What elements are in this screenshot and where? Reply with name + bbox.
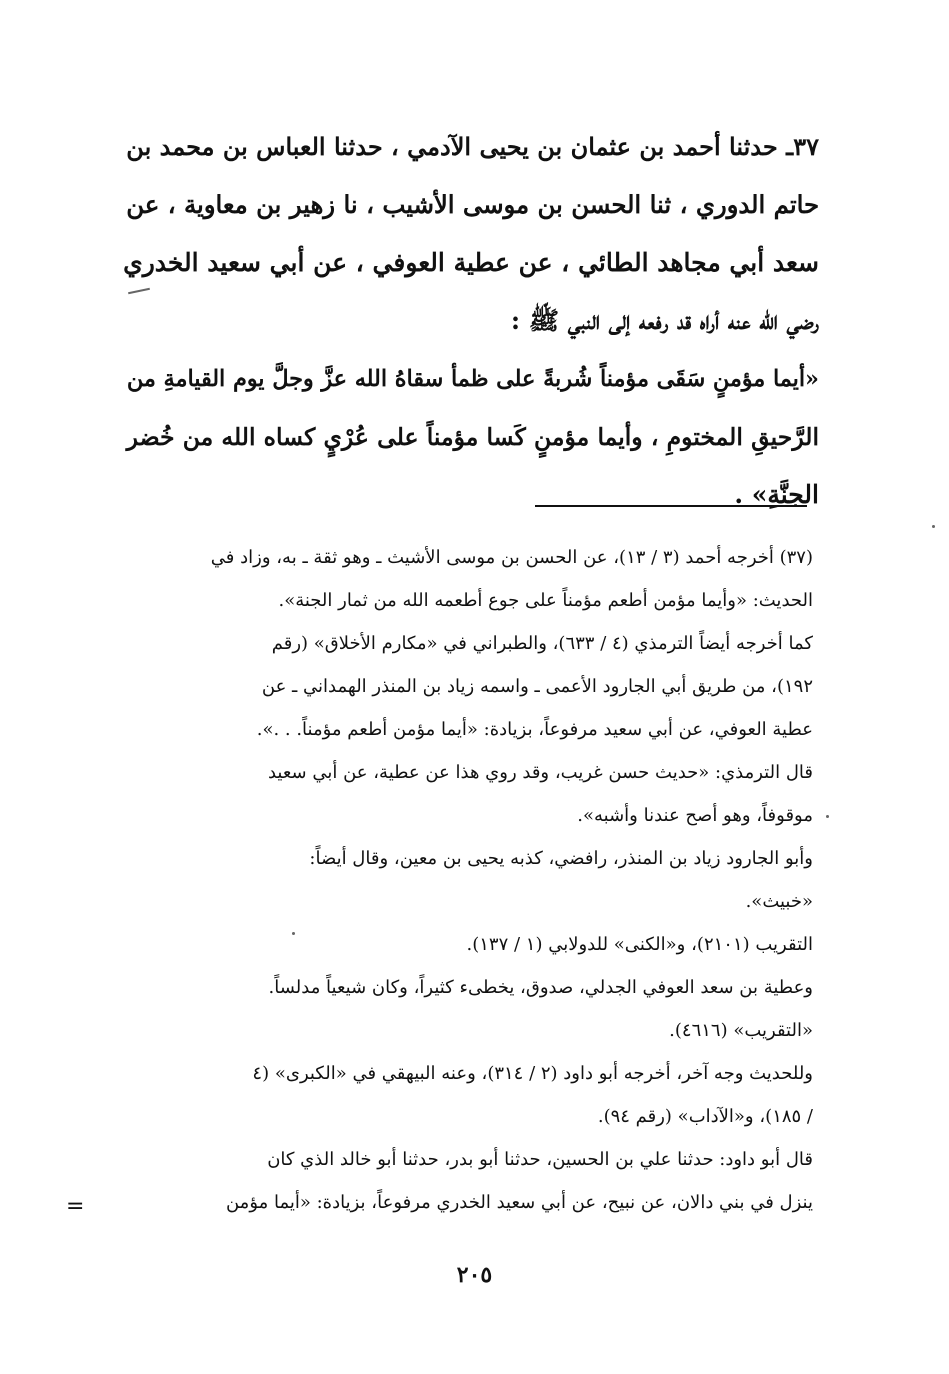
footnote-line-9: «خبيث». [745, 891, 813, 912]
footnote-line-4: ١٩٢)، من طريق أبي الجارود الأعمى ـ واسمه زياد بن المنذر الهمداني ـ عن [261, 676, 813, 697]
hadith-text-block [119, 118, 819, 524]
footnotes-block [133, 536, 813, 1224]
footnote-line-3: كما أخرجه أيضاً الترمذي (٤ / ٦٣٣)، والطبراني في «مكارم الأخلاق» (رقم [271, 633, 813, 654]
scan-speck [826, 815, 829, 818]
hadith-line-6: الرَّحيقِ المختومِ ، وأيما مؤمنٍ كَسا مؤمناً على عُرْيٍ كساه الله من خُضر [126, 423, 819, 451]
footnote-line-10: التقريب (٢١٠١)، و«الكنى» للدولابي (١ / ١٣٧). [466, 934, 813, 955]
footnote-line-14: / ١٨٥)، و«الآداب» (رقم ٩٤). [597, 1106, 813, 1127]
footnote-line-8: وأبو الجارود زياد بن المنذر، رافضي، كذبه يحيى بن معين، وقال أيضاً: [309, 848, 813, 869]
footnote-line-15: قال أبو داود: حدثنا علي بن الحسين، حدثنا أبو بدر، حدثنا أبو خالد الذي كان [267, 1149, 813, 1170]
footnote-line-6: قال الترمذي: «حديث حسن غريب، وقد روي هذا عن عطية، عن أبي سعيد [267, 762, 813, 783]
page-number: ٢٠٥ [456, 1262, 493, 1288]
footnote-separator [535, 505, 807, 507]
hadith-line-1-text: حدثنا أحمد بن عثمان بن يحيى الآدمي ، حدثنا العباس بن محمد بن [126, 132, 778, 161]
footnote-line-16: ينزل في بني دالان، عن نبيح، عن أبي سعيد الخدري مرفوعاً، بزيادة: «أيما مؤمن [225, 1192, 813, 1213]
scan-speck [292, 932, 295, 935]
hadith-number: ٣٧ـ [786, 132, 819, 161]
footnote-line-1: (٣٧) أخرجه أحمد (٣ / ١٣)، عن الحسن بن موسى الأشيث ـ وهو ثقة ـ به، وزاد في [210, 547, 813, 568]
hadith-line-4: رضي الله عنه أراه قد رفعه إلى النبي ﷺ : [510, 306, 819, 335]
hadith-line-5: «أيما مؤمنٍ سَقَى مؤمناً شُربةً على ظمأ سقاهُ الله عزَّ وجلَّ يوم القيامةِ من [126, 366, 819, 392]
scan-speck [932, 525, 935, 528]
footnote-line-7: موقوفاً، وهو أصح عندنا وأشبه». [577, 805, 813, 826]
hadith-line-7: الجنَّةِ» . [734, 480, 819, 509]
footnote-line-2: الحديث: «وأيما مؤمن أطعم مؤمناً على جوع أطعمه الله من ثمار الجنة». [278, 590, 813, 611]
footnote-line-12: «التقريب» (٤٦١٦). [669, 1020, 813, 1041]
footnote-line-11: وعطية بن سعد العوفي الجدلي، صدوق، يخطىء كثيراً، وكان شيعياً مدلساً. [268, 977, 813, 998]
continuation-mark: = [66, 1194, 85, 1219]
hadith-line-1 [119, 118, 819, 176]
hadith-line-2: حاتم الدوري ، ثنا الحسن بن موسى الأشيب ، نا زهير بن معاوية ، عن [126, 190, 819, 219]
footnote-line-5: عطية العوفي، عن أبي سعيد مرفوعاً، بزيادة: «أيما مؤمن أطعم مؤمناً. . .». [256, 719, 813, 740]
hadith-line-3: سعد أبي مجاهد الطائي ، عن عطية العوفي ، عن أبي سعيد الخدري [123, 248, 819, 277]
footnote-line-13: وللحديث وجه آخر، أخرجه أبو داود (٢ / ٣١٤)، وعنه البيهقي في «الكبرى» (٤ [252, 1063, 813, 1084]
